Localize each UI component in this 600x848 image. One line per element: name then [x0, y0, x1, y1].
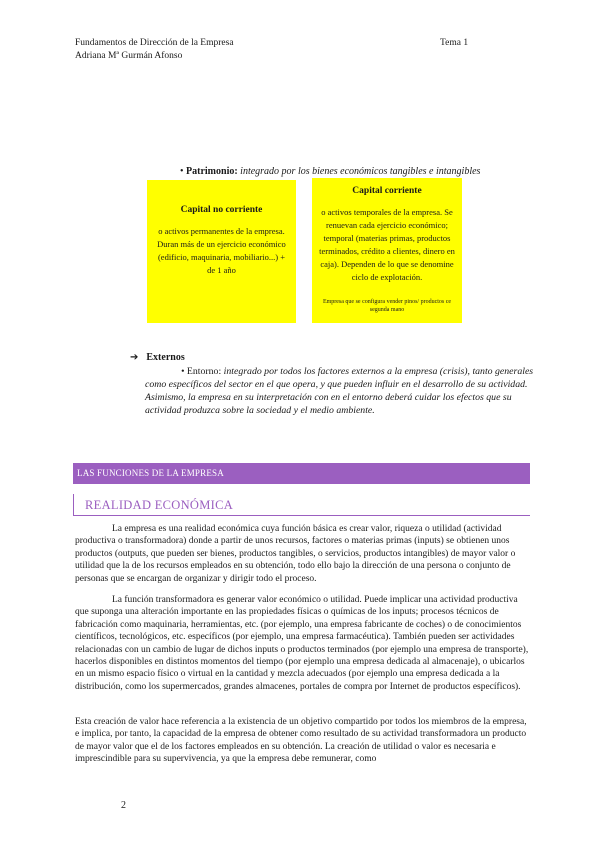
- patrimonio-text: integrado por los bienes económicos tangibles e intangibles: [240, 166, 481, 177]
- capital-no-corriente-box: [147, 180, 296, 323]
- page-header: [75, 37, 234, 63]
- capital-corriente-box: [312, 178, 462, 323]
- section-heading: LAS FUNCIONES DE LA EMPRESA: [73, 463, 530, 484]
- entorno-label: Entorno:: [186, 366, 222, 377]
- box-note: Empresa que se configura vender pinos/ productos ce segunda mano: [322, 299, 452, 313]
- paragraph: [75, 716, 532, 766]
- paragraph: [75, 523, 532, 585]
- patrimonio-label: Patrimonio:: [186, 166, 238, 177]
- topic-label: Tema 1: [440, 38, 469, 48]
- patrimonio-line: [180, 166, 540, 177]
- bullet: •: [180, 166, 184, 177]
- page-number: 2: [121, 800, 126, 811]
- paragraph-text: Esta creación de valor hace referencia a la existencia de un objetivo compartido por todos los miembros de la empresa, e implica, por tanto, la capacidad de la empresa de obtener como resultado de su actividad transformadora un producto de mayor valor que el de los factores empleados en su obtención. La creación de utilidad o valor es necesaria e imprescindible para su supervivencia, ya que la empresa debe remunerar, como: [75, 717, 527, 765]
- externos-label: Externos: [146, 352, 185, 363]
- course-title: Fundamentos de Dirección de la Empresa: [75, 38, 234, 48]
- bullet: •: [181, 366, 185, 377]
- author-name: Adriana Mª Gurmán Afonso: [75, 51, 183, 61]
- paragraph-text: La empresa es una realidad económica cuya función básica es crear valor, riqueza o utilidad (actividad productiva o transformadora) donde a partir de unos recursos, factores o materias primas (inputs) se obtienen unos productos (outputs, que pueden ser bienes, productos tangibles, o servicios, productos intangibles) de mayor valor o utilidad que la de los recursos empleados en su obtención, todo ello bajo la dirección de una persona o conjunto de personas que se encargan de organizar y dirigir todo el proceso.: [75, 524, 516, 584]
- paragraph-text: La función transformadora es generar valor económico o utilidad. Puede implicar una actividad productiva que suponga una alteración importante en las propiedades físicas o químicas de los inputs; procesos técnicos de fabricación como maquinaria, herramientas, etc. (por ejemplo, una empresa fabricante de coches) o de conocimientos científicos, tecnológicos, etc. específicos (por ejemplo, una empresa farmacéutica). También pueden ser actividades relacionadas con un cambio de lugar de dichos inputs o productos terminados (por ejemplo una empresa de transporte), hacerlos disponibles en distintos momentos del tiempo (por ejemplo una empresa dedicada al almacenaje), o ubicarlos en un mismo espacio físico o virtual en la cantidad y mezcla adecuados (por ejemplo una empresa dedicada a la distribución, como los supermercados, grandes almacenes, portales de compra por Internet de productos específicos).: [75, 595, 529, 692]
- paragraph: [75, 594, 532, 693]
- entorno-text: integrado por todos los factores externos a la empresa (crisis), tanto generales como específicos del sector en el que opera, y que pueden influir en el desarrollo de su actividad. Asimismo, la empresa en su interpretación con en el entorno deberá cuidar los efectos que su actividad produzca sobre la sociedad y el medio ambiente.: [145, 366, 534, 416]
- box-text: o activos temporales de la empresa. Se renuevan cada ejercicio económico; temporal (materias primas, productos terminados, crédito a clientes, dinero en caja). Dependen de lo que se denomine ciclo de explotación.: [319, 207, 455, 282]
- entorno-paragraph: [145, 365, 540, 417]
- box-text: o activos permanentes de la empresa. Duran más de un ejercicio económico (edificio, maquinaria, mobiliario...) + de 1 año: [157, 226, 286, 275]
- externos-heading: [130, 352, 185, 363]
- box-title: Capital no corriente: [180, 205, 263, 215]
- subsection-heading: REALIDAD ECONÓMICA: [73, 494, 530, 516]
- arrow-right-icon: ➔: [130, 352, 139, 363]
- box-title: Capital corriente: [352, 186, 422, 196]
